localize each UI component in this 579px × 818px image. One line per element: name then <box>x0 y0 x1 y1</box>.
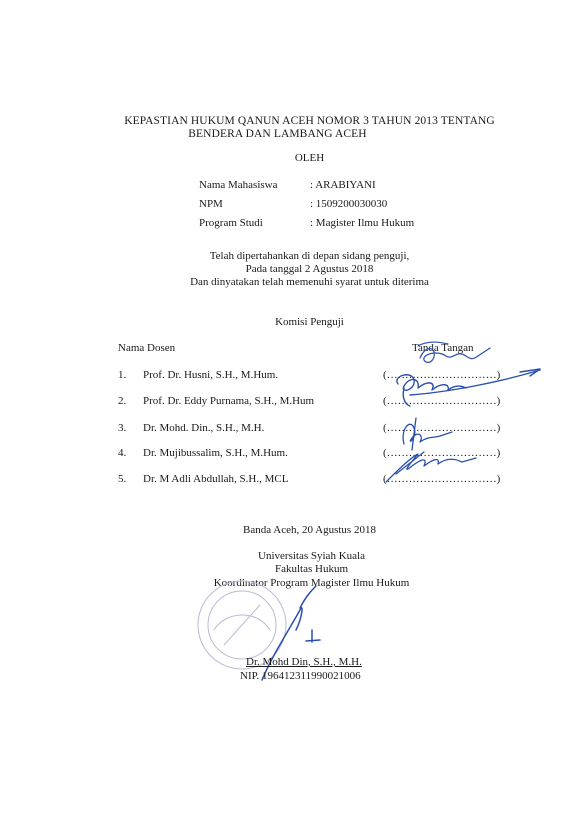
signature-line: (…………………………) <box>383 447 501 459</box>
defense-line-3: Dan dinyatakan telah memenuhi syarat untuk diterima <box>190 276 429 288</box>
signature-line: (…………………………) <box>383 473 501 485</box>
student-name-label: Nama Mahasiswa <box>199 179 278 191</box>
member-number: 1. <box>118 369 127 381</box>
member-name: Dr. Mujibussalim, S.H., M.Hum. <box>143 447 288 459</box>
member-number: 5. <box>118 473 127 485</box>
faculty-name: Fakultas Hukum <box>274 563 349 575</box>
signature-line: (…………………………) <box>383 369 501 381</box>
student-npm-label: NPM <box>199 198 223 210</box>
student-prodi-label: Program Studi <box>199 217 263 229</box>
coordinator-title: Koordinator Program Magister Ilmu Hukum <box>213 577 410 589</box>
place-date: Banda Aceh, 20 Agustus 2018 <box>243 524 376 536</box>
member-number: 3. <box>118 422 127 434</box>
signature-line: (…………………………) <box>383 395 501 407</box>
defense-line-2: Pada tanggal 2 Agustus 2018 <box>245 263 374 275</box>
oleh-label: OLEH <box>294 152 325 164</box>
document-title-line-2: BENDERA DAN LAMBANG ACEH <box>188 128 367 140</box>
student-prodi-value: : Magister Ilmu Hukum <box>310 217 415 229</box>
committee-heading: Komisi Penguji <box>275 316 344 328</box>
member-name: Prof. Dr. Husni, S.H., M.Hum. <box>143 369 279 381</box>
column-header-signature: Tanda Tangan <box>412 342 474 354</box>
member-name: Dr. M Adli Abdullah, S.H., MCL <box>143 473 289 485</box>
signature-line: (…………………………) <box>383 422 501 434</box>
member-name: Dr. Mohd. Din., S.H., M.H. <box>143 422 265 434</box>
member-name: Prof. Dr. Eddy Purnama, S.H., M.Hum <box>143 395 315 407</box>
signer-name: Dr. Mohd Din, S.H., M.H. <box>246 656 362 668</box>
member-number: 2. <box>118 395 127 407</box>
column-header-name: Nama Dosen <box>118 342 176 354</box>
defense-line-1: Telah dipertahankan di depan sidang penguji, <box>209 250 410 262</box>
student-name-value: : ARABIYANI <box>310 179 376 191</box>
student-npm-value: : 1509200030030 <box>310 198 388 210</box>
university-name: Universitas Syiah Kuala <box>258 550 365 562</box>
document-title-line-1: KEPASTIAN HUKUM QANUN ACEH NOMOR 3 TAHUN 2013 TENTANG <box>124 115 495 127</box>
signer-nip: NIP. 196412311990021006 <box>240 670 361 682</box>
member-number: 4. <box>118 447 127 459</box>
